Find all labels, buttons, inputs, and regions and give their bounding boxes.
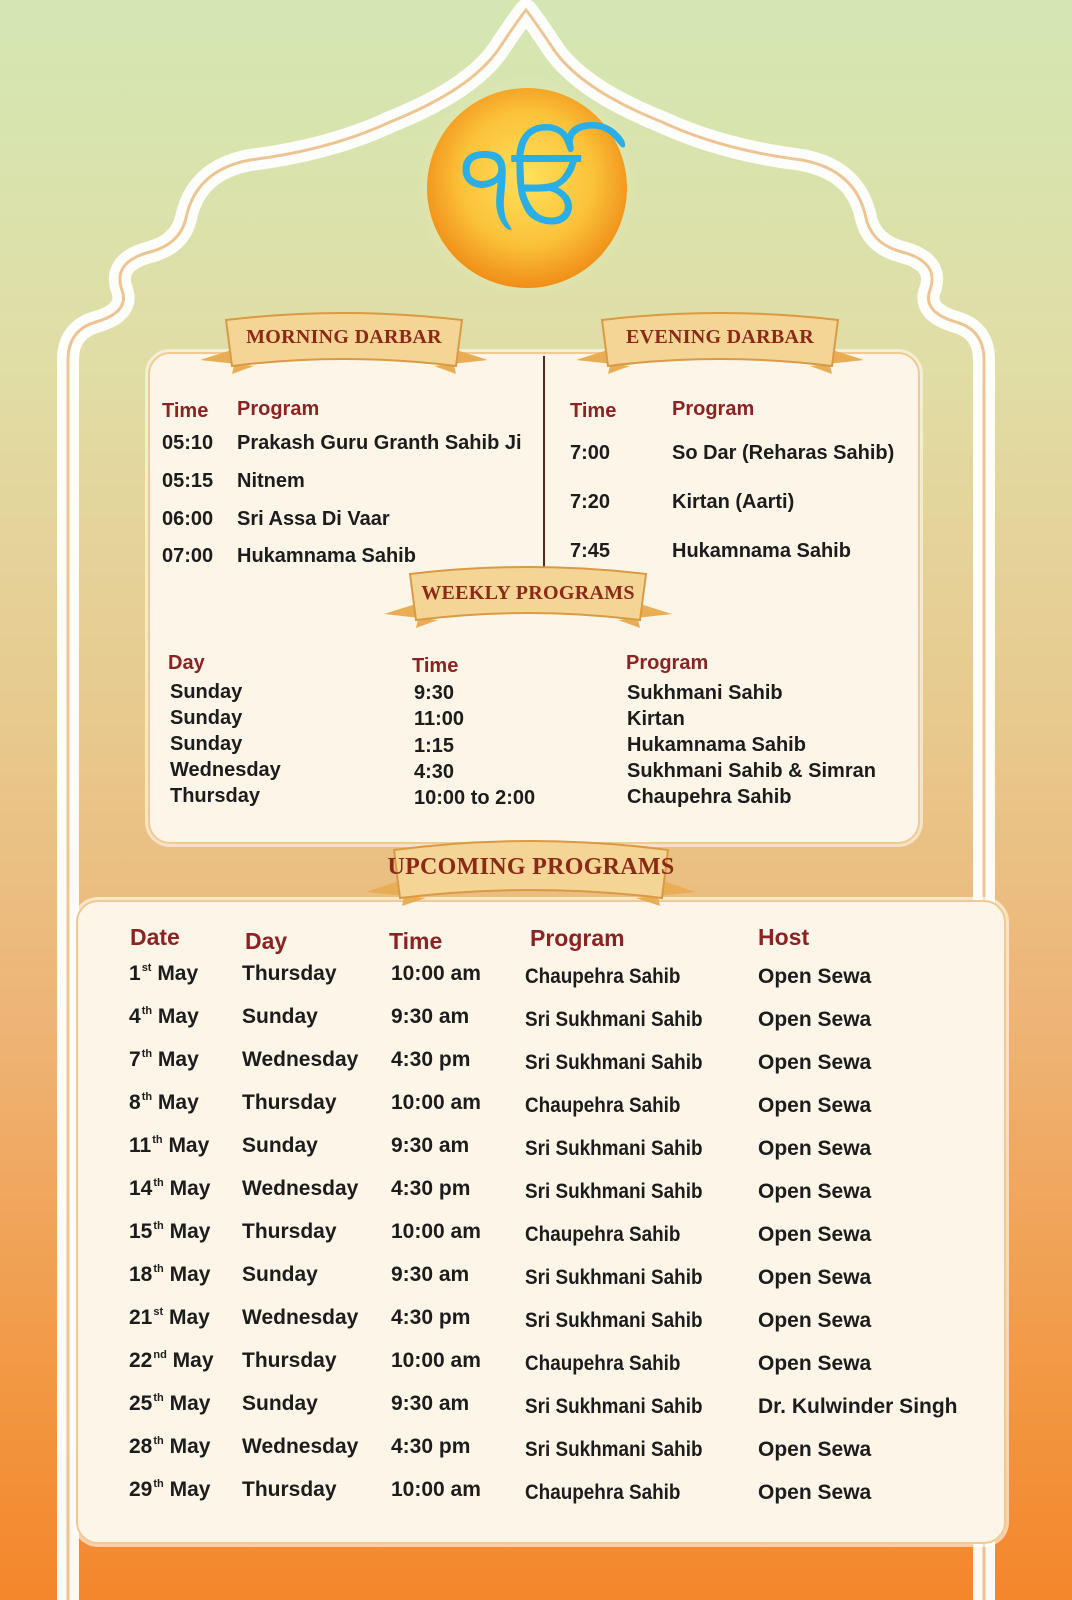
morning-time: 05:15 [162, 470, 214, 492]
date-month: May [169, 1392, 211, 1415]
weekly-day: Sunday [170, 707, 243, 729]
morning-time: 07:00 [162, 545, 214, 567]
date-number: 18 [129, 1263, 153, 1286]
morning-program: Prakash Guru Granth Sahib Ji [237, 432, 522, 454]
row-program-text: Sri Sukhmani Sahib [525, 1137, 703, 1160]
date-number: 14 [129, 1177, 153, 1200]
row-program-text: Sri Sukhmani Sahib [525, 1309, 703, 1332]
row-program [525, 1223, 698, 1247]
weekly-program: Kirtan [627, 708, 685, 730]
row-program [525, 1352, 698, 1376]
date-number: 29 [129, 1478, 153, 1501]
row-host: Dr. Kulwinder Singh [758, 1395, 958, 1418]
morning-time-header: Time [162, 400, 209, 422]
weekly-time-header: Time [412, 655, 459, 677]
morning-time: 05:10 [162, 432, 214, 454]
date-month: May [169, 1435, 211, 1458]
weekly-day: Sunday [170, 681, 243, 703]
upcoming-date-header: Date [130, 924, 180, 950]
date-month: May [168, 1306, 210, 1329]
date-ordinal-suffix: th [141, 1005, 153, 1017]
row-program-text: Sri Sukhmani Sahib [525, 1266, 703, 1289]
row-program-text: Sri Sukhmani Sahib [525, 1180, 703, 1203]
weekly-time: 9:30 [414, 682, 455, 704]
row-program-text: Chaupehra Sahib [525, 1094, 681, 1117]
row-date [129, 1177, 210, 1201]
date-number: 8 [129, 1091, 141, 1114]
row-host: Open Sewa [758, 1266, 872, 1289]
row-day: Thursday [242, 962, 337, 985]
row-date [129, 1349, 214, 1373]
row-date [129, 1392, 210, 1416]
evening-program: So Dar (Reharas Sahib) [672, 442, 895, 464]
date-ordinal-suffix: th [153, 1435, 164, 1447]
weekly-time: 11:00 [414, 708, 465, 730]
date-month: May [157, 962, 199, 985]
date-month: May [168, 1134, 210, 1157]
date-ordinal-suffix: st [141, 962, 152, 974]
row-time: 9:30 am [391, 1392, 470, 1415]
row-program [525, 1266, 722, 1290]
evening-time: 7:00 [570, 442, 611, 464]
evening-darbar-banner [572, 308, 868, 390]
date-month: May [157, 1005, 199, 1028]
date-ordinal-suffix: th [153, 1220, 164, 1232]
row-program [525, 1008, 722, 1032]
row-time: 10:00 am [391, 1478, 481, 1501]
row-program [525, 1137, 722, 1161]
row-time: 9:30 am [391, 1005, 470, 1028]
date-number: 7 [129, 1048, 141, 1071]
date-ordinal-suffix: th [153, 1478, 164, 1490]
morning-time: 06:00 [162, 508, 214, 530]
morning-darbar-title: MORNING DARBAR [246, 326, 442, 348]
row-day: Wednesday [242, 1177, 359, 1200]
date-number: 4 [129, 1005, 141, 1028]
row-program-text: Sri Sukhmani Sahib [525, 1395, 703, 1418]
row-day: Thursday [242, 1220, 337, 1243]
row-date [129, 1435, 210, 1459]
date-month: May [157, 1048, 199, 1071]
row-day: Sunday [242, 1005, 318, 1028]
scroll-ribbon-icon [196, 308, 492, 390]
row-host: Open Sewa [758, 965, 872, 988]
row-time: 9:30 am [391, 1263, 470, 1286]
ik-onkar-icon: ੴ [461, 120, 593, 245]
row-date [129, 1478, 210, 1502]
row-program [525, 1395, 722, 1419]
morning-program: Hukamnama Sahib [237, 545, 416, 567]
row-day: Wednesday [242, 1048, 359, 1071]
date-ordinal-suffix: st [153, 1306, 164, 1318]
row-date [129, 1091, 199, 1115]
date-ordinal-suffix: th [153, 1177, 164, 1189]
upcoming-day-header: Day [245, 928, 288, 954]
date-month: May [169, 1220, 211, 1243]
row-program [525, 1180, 722, 1204]
row-host: Open Sewa [758, 1438, 872, 1461]
row-program [525, 1438, 722, 1462]
evening-program: Hukamnama Sahib [672, 540, 851, 562]
row-time: 9:30 am [391, 1134, 470, 1157]
upcoming-programs-title: UPCOMING PROGRAMS [387, 854, 675, 880]
date-month: May [169, 1263, 211, 1286]
row-host: Open Sewa [758, 1481, 872, 1504]
row-time: 4:30 pm [391, 1435, 471, 1458]
row-time: 10:00 am [391, 962, 481, 985]
date-month: May [172, 1349, 214, 1372]
date-number: 22 [129, 1349, 153, 1372]
row-program [525, 1094, 698, 1118]
evening-program: Kirtan (Aarti) [672, 491, 795, 513]
row-host: Open Sewa [758, 1137, 872, 1160]
row-program-text: Chaupehra Sahib [525, 1223, 681, 1246]
row-day: Sunday [242, 1134, 318, 1157]
row-program-text: Sri Sukhmani Sahib [525, 1438, 703, 1461]
weekly-program: Chaupehra Sahib [627, 786, 792, 808]
date-number: 21 [129, 1306, 153, 1329]
date-ordinal-suffix: th [153, 1392, 164, 1404]
scroll-ribbon-icon [572, 308, 868, 390]
row-host: Open Sewa [758, 1094, 872, 1117]
row-program [525, 965, 698, 989]
row-host: Open Sewa [758, 1223, 872, 1246]
morning-darbar-banner [196, 308, 492, 390]
row-program [525, 1481, 698, 1505]
date-ordinal-suffix: th [152, 1134, 163, 1146]
morning-program: Sri Assa Di Vaar [237, 508, 390, 530]
row-date [129, 1005, 199, 1029]
morning-evening-divider [543, 356, 545, 568]
evening-time: 7:20 [570, 491, 611, 513]
row-time: 10:00 am [391, 1220, 481, 1243]
upcoming-time-header: Time [389, 928, 443, 954]
weekly-day-header: Day [168, 652, 205, 674]
row-host: Open Sewa [758, 1051, 872, 1074]
date-number: 11 [129, 1134, 152, 1157]
date-number: 28 [129, 1435, 153, 1458]
weekly-program: Sukhmani Sahib [627, 682, 783, 704]
evening-time: 7:45 [570, 540, 611, 562]
date-ordinal-suffix: th [141, 1048, 153, 1060]
date-number: 25 [129, 1392, 153, 1415]
row-time: 10:00 am [391, 1091, 481, 1114]
upcoming-programs-banner [362, 836, 700, 922]
weekly-programs-banner [380, 562, 676, 644]
row-day: Sunday [242, 1392, 318, 1415]
evening-program-header: Program [672, 398, 755, 420]
morning-program: Nitnem [237, 470, 305, 492]
row-date [129, 1263, 210, 1287]
evening-time-header: Time [570, 400, 617, 422]
weekly-time: 10:00 to 2:00 [414, 787, 536, 809]
row-time: 4:30 pm [391, 1306, 471, 1329]
row-program-text: Chaupehra Sahib [525, 1481, 681, 1504]
row-program-text: Chaupehra Sahib [525, 965, 681, 988]
row-date [129, 1306, 210, 1330]
row-day: Sunday [242, 1263, 318, 1286]
row-date [129, 962, 198, 986]
weekly-program: Hukamnama Sahib [627, 734, 806, 756]
morning-program-header: Program [237, 398, 320, 420]
row-day: Thursday [242, 1478, 337, 1501]
date-month: May [169, 1177, 211, 1200]
row-program-text: Sri Sukhmani Sahib [525, 1008, 703, 1031]
weekly-day: Wednesday [170, 759, 281, 781]
date-ordinal-suffix: th [141, 1091, 153, 1103]
weekly-programs-title: WEEKLY PROGRAMS [421, 582, 635, 604]
weekly-day: Sunday [170, 733, 243, 755]
weekly-time: 1:15 [414, 735, 455, 757]
date-ordinal-suffix: nd [153, 1349, 167, 1361]
row-day: Thursday [242, 1091, 337, 1114]
date-month: May [169, 1478, 211, 1501]
row-host: Open Sewa [758, 1352, 872, 1375]
date-number: 1 [129, 962, 141, 985]
row-time: 10:00 am [391, 1349, 481, 1372]
row-time: 4:30 pm [391, 1177, 471, 1200]
weekly-day: Thursday [170, 785, 261, 807]
date-ordinal-suffix: th [153, 1263, 164, 1275]
evening-darbar-title: EVENING DARBAR [625, 326, 815, 348]
row-date [129, 1220, 210, 1244]
row-day: Wednesday [242, 1435, 359, 1458]
upcoming-program-header: Program [530, 925, 625, 951]
date-number: 15 [129, 1220, 153, 1243]
row-host: Open Sewa [758, 1309, 872, 1332]
row-time: 4:30 pm [391, 1048, 471, 1071]
row-program-text: Sri Sukhmani Sahib [525, 1051, 703, 1074]
row-day: Wednesday [242, 1306, 359, 1329]
upcoming-host-header: Host [758, 924, 810, 950]
weekly-time: 4:30 [414, 761, 455, 783]
row-day: Thursday [242, 1349, 337, 1372]
row-host: Open Sewa [758, 1008, 872, 1031]
row-host: Open Sewa [758, 1180, 872, 1203]
row-date [129, 1048, 199, 1072]
date-month: May [157, 1091, 199, 1114]
row-program [525, 1051, 722, 1075]
weekly-program: Sukhmani Sahib & Simran [627, 760, 876, 782]
row-program [525, 1309, 722, 1333]
row-date [129, 1134, 209, 1158]
weekly-program-header: Program [626, 652, 709, 674]
row-program-text: Chaupehra Sahib [525, 1352, 681, 1375]
